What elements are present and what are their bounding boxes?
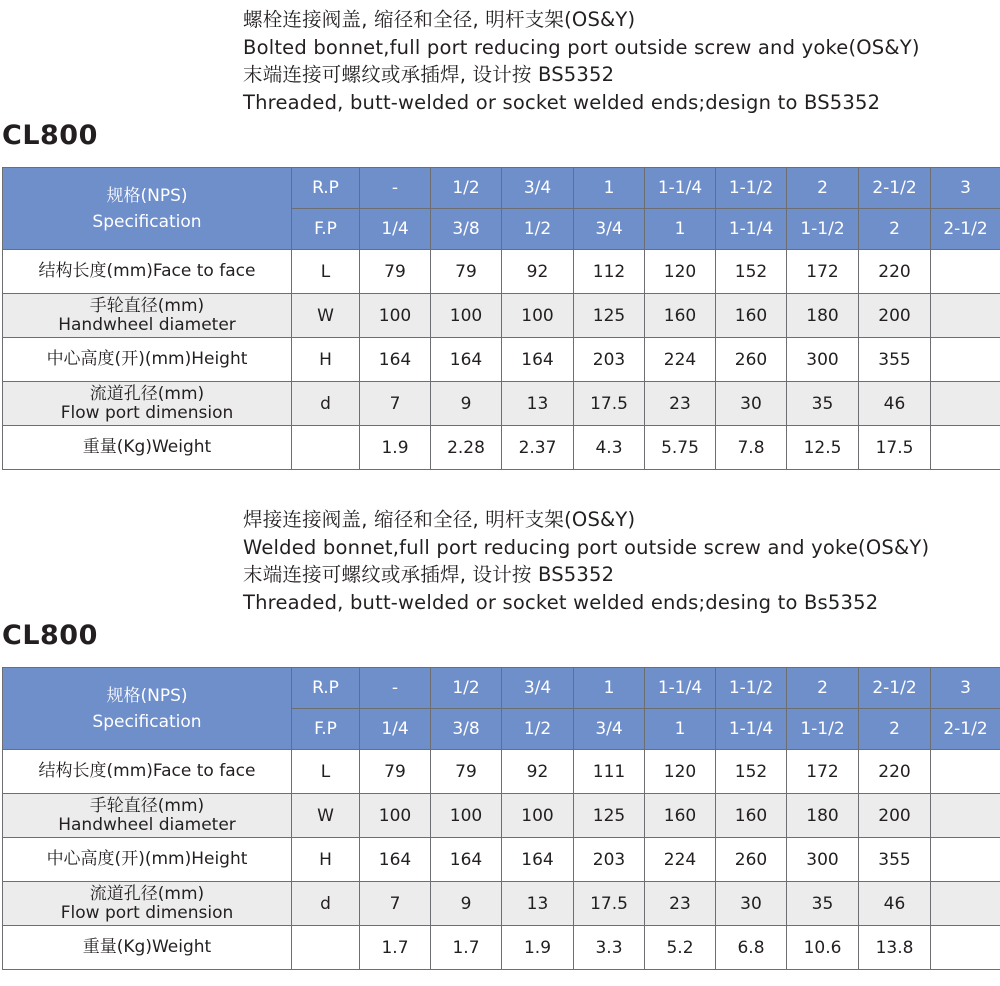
row-label [3,882,292,926]
rp-cell: 3/4 [502,168,574,209]
table-cell: 10.6 [787,926,859,970]
table-cell: 7 [360,382,431,426]
table-cell: 172 [787,250,859,294]
desc-line-cn-2: 末端连接可螺纹或承插焊, 设计按 BS5352 [243,63,615,86]
table-cell: 6.8 [716,926,787,970]
table-cell: 172 [787,750,859,794]
rp-cell: 1 [574,668,645,709]
model-title: CL800 [2,120,98,151]
table-cell: 160 [716,794,787,838]
row-label-line: Flow port dimension [60,902,234,923]
table-cell [931,882,1000,926]
row-symbol: W [292,794,360,838]
table-cell: 92 [502,750,574,794]
table-cell: 152 [716,250,787,294]
fp-cell: 3/4 [574,209,645,250]
table-cell: 1.7 [431,926,502,970]
table-cell: 164 [431,838,502,882]
table-cell: 300 [787,338,859,382]
table-cell: 30 [716,882,787,926]
table-cell: 17.5 [859,426,931,470]
table-cell: 100 [502,794,574,838]
row-label [3,294,292,338]
table-row [3,794,1000,838]
fp-label: F.P [292,209,360,250]
table-cell: 100 [431,794,502,838]
table-cell: 13 [502,882,574,926]
fp-cell: 2-1/2 [931,709,1000,750]
table-row [3,294,1000,338]
spec-header-cell [3,168,292,250]
model-title: CL800 [2,620,98,651]
spec-label-en: Specification [92,211,202,232]
row-symbol: H [292,338,360,382]
table-cell: 180 [787,794,859,838]
rp-cell: 3 [931,668,1000,709]
table-cell [931,294,1000,338]
table-cell: 300 [787,838,859,882]
table-cell: 120 [645,750,716,794]
fp-label: F.P [292,709,360,750]
row-label [3,926,292,970]
table-row [3,250,1000,294]
table-cell [931,250,1000,294]
fp-cell: 2 [859,209,931,250]
row-label-line: Flow port dimension [60,402,234,423]
spec-label-cn: 规格(NPS) [106,185,188,206]
row-label-line: 手轮直径(mm) [89,795,205,816]
rp-cell: 1/2 [431,168,502,209]
section-2-description [243,506,929,616]
row-symbol: d [292,382,360,426]
table-cell: 125 [574,294,645,338]
row-label-line: 手轮直径(mm) [89,295,205,316]
table-cell: 79 [431,750,502,794]
table-cell: 17.5 [574,882,645,926]
row-label [3,426,292,470]
table-cell: 164 [360,338,431,382]
row-symbol [292,926,360,970]
desc-line-en-2: Threaded, butt-welded or socket welded ends;desing to Bs5352 [243,590,879,614]
table-cell: 23 [645,882,716,926]
table-cell: 2.28 [431,426,502,470]
spec-table-1 [2,167,1000,470]
table-cell: 203 [574,338,645,382]
table-row [3,426,1000,470]
fp-cell: 3/4 [574,709,645,750]
table-cell: 9 [431,882,502,926]
table-cell: 164 [502,338,574,382]
fp-cell: 1-1/4 [716,709,787,750]
table-cell: 3.3 [574,926,645,970]
table-row [3,382,1000,426]
table-row [3,750,1000,794]
table-cell: 112 [574,250,645,294]
table-cell: 35 [787,382,859,426]
header-row-rp [3,668,1000,709]
table-cell: 160 [645,294,716,338]
fp-cell: 3/8 [431,709,502,750]
row-symbol: H [292,838,360,882]
table-cell: 9 [431,382,502,426]
table-cell: 46 [859,882,931,926]
table-cell [931,838,1000,882]
table-cell: 160 [645,794,716,838]
table-cell: 100 [360,794,431,838]
table-cell: 4.3 [574,426,645,470]
spec-label-en: Specification [92,711,202,732]
rp-cell: 3/4 [502,668,574,709]
fp-cell: 1 [645,209,716,250]
table-cell: 7 [360,882,431,926]
table-cell: 200 [859,294,931,338]
rp-cell: - [360,668,431,709]
row-label [3,250,292,294]
row-label-line: 重量(Kg)Weight [82,437,212,457]
table-cell: 1.9 [360,426,431,470]
rp-cell: 1-1/4 [645,168,716,209]
row-symbol: d [292,882,360,926]
table-cell: 180 [787,294,859,338]
desc-line-en-2: Threaded, butt-welded or socket welded ends;design to BS5352 [243,90,881,114]
row-label-line: 重量(Kg)Weight [82,937,212,957]
rp-cell: 2-1/2 [859,668,931,709]
table-row [3,838,1000,882]
rp-cell: - [360,168,431,209]
section-1-description [243,6,920,116]
table-row [3,338,1000,382]
rp-cell: 2-1/2 [859,168,931,209]
fp-cell: 1/2 [502,209,574,250]
fp-cell: 1/4 [360,709,431,750]
table-cell: 1.7 [360,926,431,970]
row-label [3,794,292,838]
table-row [3,882,1000,926]
table-cell: 23 [645,382,716,426]
table-cell: 13 [502,382,574,426]
row-label-line: Handwheel diameter [58,814,236,835]
fp-cell: 1/2 [502,709,574,750]
table-cell [931,750,1000,794]
table-cell: 35 [787,882,859,926]
table-cell: 13.8 [859,926,931,970]
table-cell [931,382,1000,426]
rp-cell: 2 [787,168,859,209]
desc-line-en-1: Welded bonnet,full port reducing port outside screw and yoke(OS&Y) [243,535,930,559]
table-cell: 17.5 [574,382,645,426]
table-cell [931,926,1000,970]
row-symbol: L [292,250,360,294]
row-label [3,382,292,426]
fp-cell: 1-1/2 [787,709,859,750]
desc-line-cn-1: 螺栓连接阀盖, 缩径和全径, 明杆支架(OS&Y) [243,8,636,31]
row-label-line: Handwheel diameter [58,314,236,335]
rp-label: R.P [292,668,360,709]
row-label-line: 流道孔径(mm) [89,383,205,404]
row-label-line: 中心高度(开)(mm)Height [46,849,248,869]
table-cell: 125 [574,794,645,838]
table-cell: 2.37 [502,426,574,470]
row-label-line: 结构长度(mm)Face to face [38,261,256,281]
table-cell: 7.8 [716,426,787,470]
table-row [3,926,1000,970]
table-cell: 5.75 [645,426,716,470]
table-cell: 46 [859,382,931,426]
rp-cell: 2 [787,668,859,709]
table-cell: 120 [645,250,716,294]
table-cell: 79 [360,250,431,294]
header-row-rp [3,168,1000,209]
table-cell: 152 [716,750,787,794]
table-cell: 220 [859,750,931,794]
fp-cell: 3/8 [431,209,502,250]
spec-header-cell [3,668,292,750]
desc-line-cn-2: 末端连接可螺纹或承插焊, 设计按 BS5352 [243,563,615,586]
table-cell: 5.2 [645,926,716,970]
rp-cell: 1 [574,168,645,209]
row-label [3,338,292,382]
row-label-line: 结构长度(mm)Face to face [38,761,256,781]
table-cell: 1.9 [502,926,574,970]
fp-cell: 1/4 [360,209,431,250]
table-cell [931,794,1000,838]
rp-cell: 1-1/2 [716,668,787,709]
table-cell: 100 [502,294,574,338]
row-symbol: L [292,750,360,794]
desc-line-cn-1: 焊接连接阀盖, 缩径和全径, 明杆支架(OS&Y) [243,508,636,531]
table-cell: 260 [716,338,787,382]
fp-cell: 1 [645,709,716,750]
row-label-line: 中心高度(开)(mm)Height [46,349,248,369]
fp-cell: 2-1/2 [931,209,1000,250]
spec-table-2 [2,667,1000,970]
rp-cell: 3 [931,168,1000,209]
table-cell: 164 [360,838,431,882]
table-cell: 79 [360,750,431,794]
table-cell: 100 [360,294,431,338]
rp-cell: 1-1/4 [645,668,716,709]
desc-line-en-1: Bolted bonnet,full port reducing port outside screw and yoke(OS&Y) [243,35,920,59]
row-label [3,750,292,794]
fp-cell: 1-1/4 [716,209,787,250]
table-cell [931,426,1000,470]
table-cell: 160 [716,294,787,338]
table-cell: 200 [859,794,931,838]
fp-cell: 2 [859,709,931,750]
rp-cell: 1/2 [431,668,502,709]
fp-cell: 1-1/2 [787,209,859,250]
table-cell: 79 [431,250,502,294]
spec-label-cn: 规格(NPS) [106,685,188,706]
table-cell: 224 [645,338,716,382]
table-cell [931,338,1000,382]
rp-label: R.P [292,168,360,209]
row-label-line: 流道孔径(mm) [89,883,205,904]
table-cell: 30 [716,382,787,426]
table-cell: 12.5 [787,426,859,470]
row-symbol [292,426,360,470]
table-cell: 224 [645,838,716,882]
table-cell: 355 [859,838,931,882]
table-cell: 260 [716,838,787,882]
table-cell: 164 [431,338,502,382]
table-cell: 355 [859,338,931,382]
table-cell: 203 [574,838,645,882]
table-cell: 111 [574,750,645,794]
table-cell: 100 [431,294,502,338]
table-cell: 164 [502,838,574,882]
row-symbol: W [292,294,360,338]
rp-cell: 1-1/2 [716,168,787,209]
row-label [3,838,292,882]
table-cell: 92 [502,250,574,294]
table-cell: 220 [859,250,931,294]
